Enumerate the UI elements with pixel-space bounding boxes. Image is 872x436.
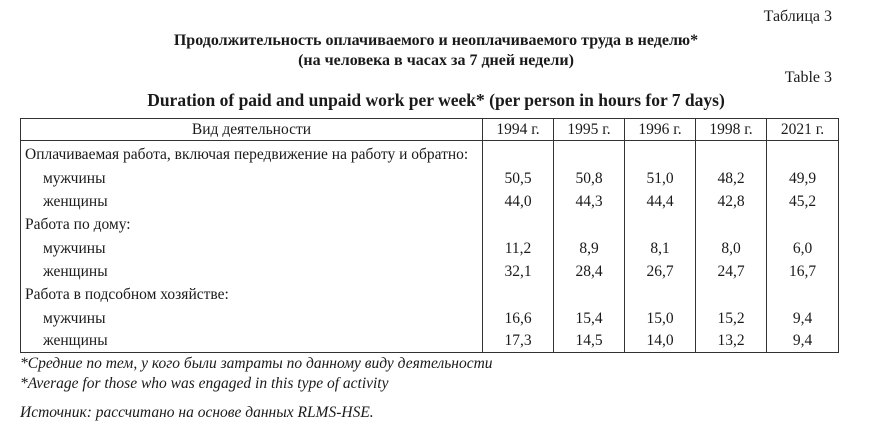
title-en: Duration of paid and unpaid work per week* (per person in hours for 7 days) bbox=[147, 90, 725, 110]
cell-value: 16,7 bbox=[767, 260, 839, 283]
cell-value: 15,0 bbox=[625, 307, 696, 330]
cell-value: 13,2 bbox=[696, 330, 767, 353]
row-label: женщины bbox=[21, 190, 483, 213]
table-row bbox=[21, 237, 839, 260]
cell-value: 48,2 bbox=[696, 167, 767, 190]
header-activity: Вид деятельности bbox=[21, 119, 483, 141]
table-header-row bbox=[21, 119, 839, 141]
header-1998: 1998 г. bbox=[696, 119, 767, 141]
header-1995: 1995 г. bbox=[554, 119, 625, 141]
cell-value: 24,7 bbox=[696, 260, 767, 283]
cell-value: 50,5 bbox=[483, 167, 554, 190]
cell-value: 8,0 bbox=[696, 237, 767, 260]
cell-value: 42,8 bbox=[696, 190, 767, 213]
cell-value: 14,0 bbox=[625, 330, 696, 353]
cell-value: 44,0 bbox=[483, 190, 554, 213]
cell-value: 14,5 bbox=[554, 330, 625, 353]
cell-value: 8,9 bbox=[554, 237, 625, 260]
source-note: Источник: рассчитано на основе данных RLMS-HSE. bbox=[20, 404, 374, 421]
header-2021: 2021 г. bbox=[767, 119, 839, 141]
row-label: женщины bbox=[21, 260, 483, 283]
table-row bbox=[21, 330, 839, 353]
footnote-en: *Average for those who was engaged in this type of activity bbox=[20, 375, 389, 392]
cell-value: 50,8 bbox=[554, 167, 625, 190]
group-label: Оплачиваемая работа, включая передвижение на работу и обратно: bbox=[21, 141, 483, 168]
cell-value: 9,4 bbox=[767, 330, 839, 353]
data-table bbox=[20, 118, 839, 353]
cell-value: 8,1 bbox=[625, 237, 696, 260]
cell-value: 49,9 bbox=[767, 167, 839, 190]
title-ru-line1: Продолжительность оплачиваемого и неоплачиваемого труда в неделю* bbox=[173, 32, 699, 49]
table-row bbox=[21, 190, 839, 213]
table-row bbox=[21, 307, 839, 330]
cell-value: 11,2 bbox=[483, 237, 554, 260]
cell-value: 28,4 bbox=[554, 260, 625, 283]
cell-value: 6,0 bbox=[767, 237, 839, 260]
cell-value: 44,4 bbox=[625, 190, 696, 213]
table-row bbox=[21, 167, 839, 190]
group-row-paid-work bbox=[21, 141, 839, 168]
title-ru-line2: (на человека в часах за 7 дней недели) bbox=[298, 52, 574, 69]
row-label: мужчины bbox=[21, 237, 483, 260]
group-label: Работа в подсобном хозяйстве: bbox=[21, 283, 483, 307]
cell-value: 51,0 bbox=[625, 167, 696, 190]
header-1994: 1994 г. bbox=[483, 119, 554, 141]
table-row bbox=[21, 260, 839, 283]
cell-value: 15,4 bbox=[554, 307, 625, 330]
footnote-ru: *Средние по тем, у кого были затраты по данному виду деятельности bbox=[20, 355, 493, 372]
cell-value: 32,1 bbox=[483, 260, 554, 283]
row-label: женщины bbox=[21, 330, 483, 353]
cell-value: 44,3 bbox=[554, 190, 625, 213]
table-number-en: Table 3 bbox=[784, 69, 832, 86]
header-1996: 1996 г. bbox=[625, 119, 696, 141]
row-label: мужчины bbox=[21, 167, 483, 190]
cell-value: 17,3 bbox=[483, 330, 554, 353]
group-row-subsidiary-farm bbox=[21, 283, 839, 307]
cell-value: 26,7 bbox=[625, 260, 696, 283]
cell-value: 15,2 bbox=[696, 307, 767, 330]
cell-value: 45,2 bbox=[767, 190, 839, 213]
row-label: мужчины bbox=[21, 307, 483, 330]
cell-value: 16,6 bbox=[483, 307, 554, 330]
table-number-ru: Таблица 3 bbox=[763, 8, 832, 25]
group-label: Работа по дому: bbox=[21, 213, 483, 237]
group-row-housework bbox=[21, 213, 839, 237]
cell-value: 9,4 bbox=[767, 307, 839, 330]
